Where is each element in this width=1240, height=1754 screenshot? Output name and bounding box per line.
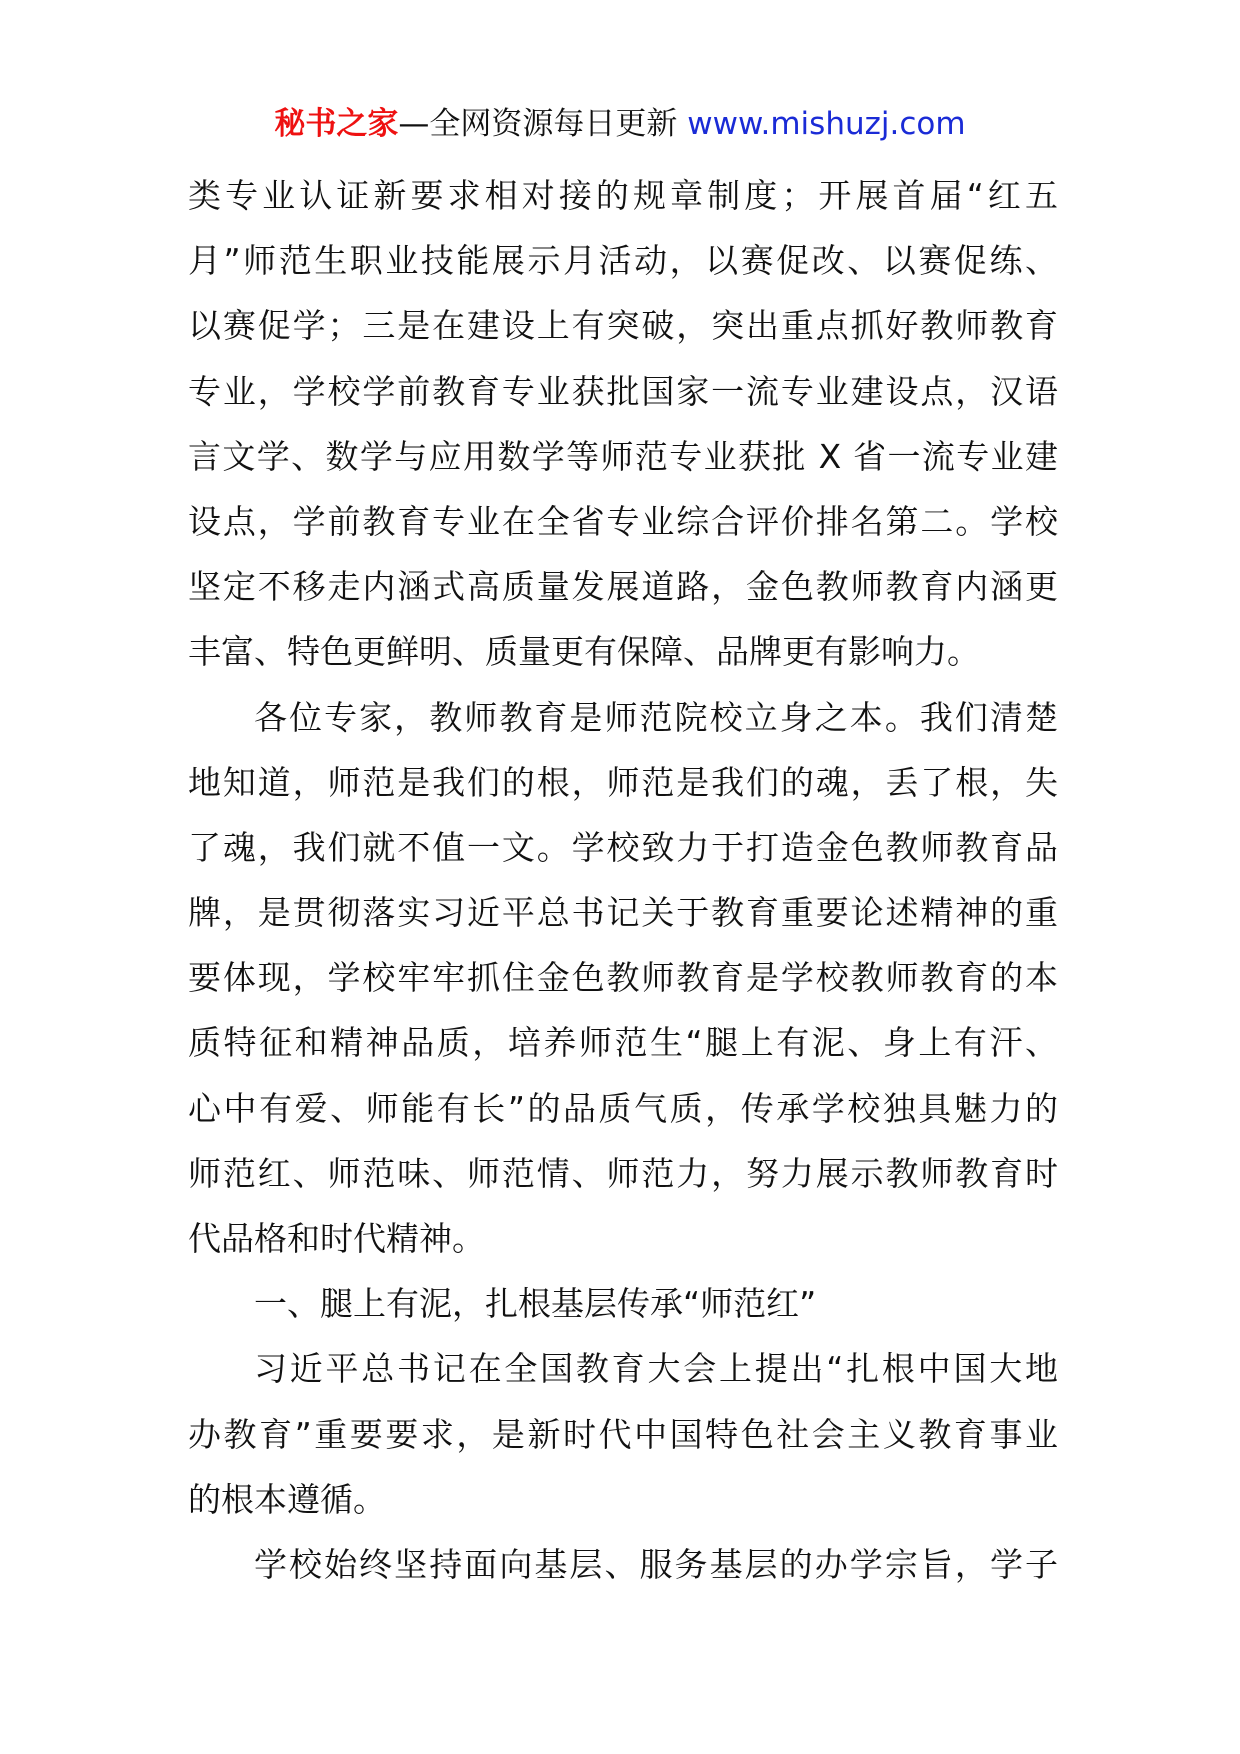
text-line: 坚定不移走内涵式高质量发展道路，金色教师教育内涵更 bbox=[188, 567, 1058, 607]
text-line: 办教育”重要要求，是新时代中国特色社会主义教育事业 bbox=[188, 1414, 1058, 1454]
text-line: 地知道，师范是我们的根，师范是我们的魂，丢了根，失 bbox=[188, 762, 1058, 802]
text-line: 以赛促学；三是在建设上有突破，突出重点抓好教师教育 bbox=[188, 306, 1058, 346]
brand-name: 秘书之家 bbox=[274, 106, 399, 142]
body-text bbox=[188, 163, 1058, 1597]
text-line: 类专业认证新要求相对接的规章制度；开展首届“红五 bbox=[188, 176, 1058, 215]
text-line: 代品格和时代精神。 bbox=[188, 1219, 485, 1258]
text-line: 质特征和精神品质，培养师范生“腿上有泥、身上有汗、 bbox=[188, 1023, 1058, 1063]
text-line: 各位专家，教师教育是师范院校立身之本。我们清楚 bbox=[254, 697, 1058, 737]
section-heading: 一、腿上有泥，扎根基层传承“师范红” bbox=[254, 1284, 817, 1324]
text-line: 牌，是贯彻落实习近平总书记关于教育重要论述精神的重 bbox=[188, 893, 1058, 933]
text-line: 学校始终坚持面向基层、服务基层的办学宗旨，学子 bbox=[254, 1544, 1058, 1584]
header-tagline: —全网资源每日更新 bbox=[398, 106, 678, 142]
text-line: 设点，学前教育专业在全省专业综合评价排名第二。学校 bbox=[188, 501, 1058, 541]
text-line: 要体现，学校牢牢抓住金色教师教育是学校教师教育的本 bbox=[188, 958, 1058, 998]
text-line: 师范红、师范味、师范情、师范力，努力展示教师教育时 bbox=[188, 1153, 1058, 1193]
page-header bbox=[0, 102, 1240, 146]
text-line: 丰富、特色更鲜明、质量更有保障、品牌更有影响力。 bbox=[188, 632, 980, 672]
text-line: 专业，学校学前教育专业获批国家一流专业建设点，汉语 bbox=[188, 371, 1058, 411]
website-link[interactable]: www.mishuzj.com bbox=[687, 106, 966, 142]
text-line: 习近平总书记在全国教育大会上提出“扎根中国大地 bbox=[254, 1349, 1058, 1389]
text-line: 心中有爱、师能有长”的品质气质，传承学校独具魅力的 bbox=[188, 1088, 1058, 1128]
text-line: 了魂，我们就不值一文。学校致力于打造金色教师教育品 bbox=[188, 827, 1058, 867]
text-line: 的根本遵循。 bbox=[188, 1479, 386, 1519]
text-line: 言文学、数学与应用数学等师范专业获批 X 省一流专业建 bbox=[188, 436, 1058, 476]
text-line: 月”师范生职业技能展示月活动，以赛促改、以赛促练、 bbox=[188, 241, 1058, 281]
